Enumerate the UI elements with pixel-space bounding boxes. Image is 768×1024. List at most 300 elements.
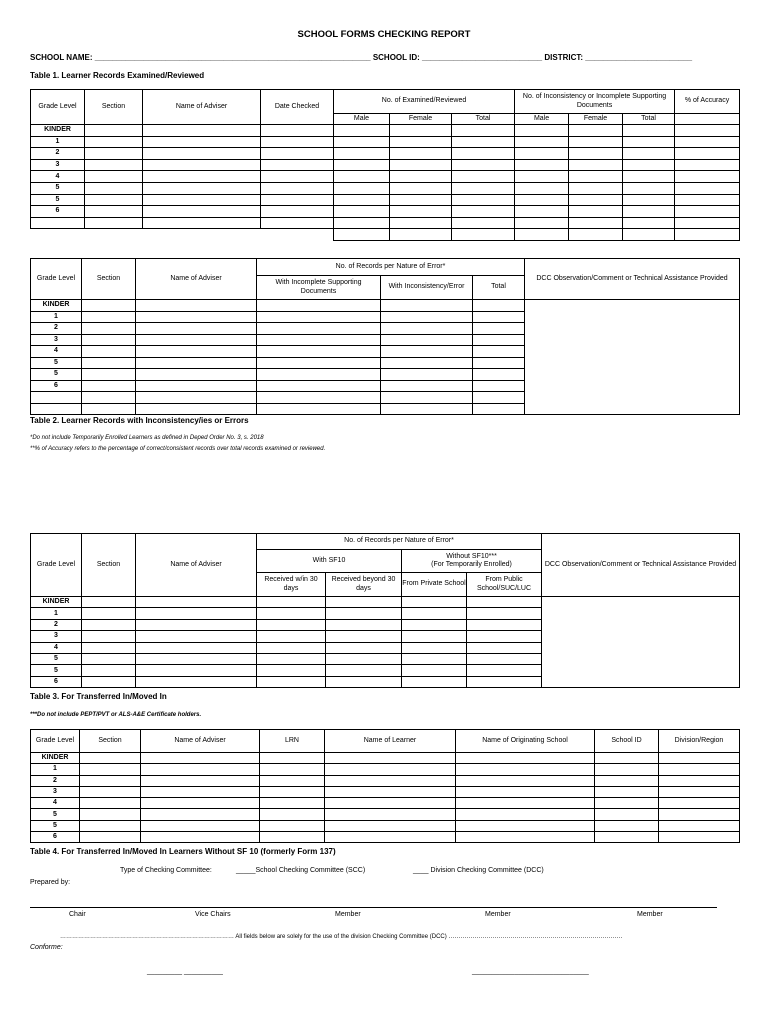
entry-cell[interactable]: [326, 642, 402, 653]
entry-cell[interactable]: [452, 136, 515, 148]
entry-cell[interactable]: [334, 125, 390, 137]
entry-cell[interactable]: [82, 357, 136, 369]
entry-cell[interactable]: [141, 832, 260, 843]
entry-cell[interactable]: [452, 217, 515, 229]
entry-cell[interactable]: [80, 775, 141, 786]
entry-cell[interactable]: [515, 229, 569, 241]
school-info-line[interactable]: SCHOOL NAME: ______________________________________________________________ SCHOOL ID: ___________________________ DISTRICT: ________________________: [30, 53, 693, 62]
entry-cell[interactable]: [257, 631, 326, 642]
entry-cell[interactable]: [82, 665, 136, 676]
entry-cell[interactable]: [80, 753, 141, 764]
entry-cell[interactable]: [569, 125, 623, 137]
entry-cell[interactable]: [390, 171, 452, 183]
entry-cell[interactable]: [260, 786, 325, 797]
entry-cell[interactable]: [82, 676, 136, 687]
entry-cell[interactable]: [31, 403, 82, 415]
entry-cell[interactable]: [402, 676, 467, 687]
entry-cell[interactable]: [334, 159, 390, 171]
dcc-comment-cell[interactable]: [542, 597, 740, 688]
entry-cell[interactable]: [473, 403, 525, 415]
entry-cell[interactable]: [473, 357, 525, 369]
entry-cell[interactable]: [467, 676, 542, 687]
entry-cell[interactable]: [452, 159, 515, 171]
entry-cell[interactable]: [82, 380, 136, 392]
conforme-signature-left[interactable]: _________ __________: [147, 968, 223, 975]
t3-h-within30: Received w/in 30 days: [257, 573, 326, 597]
entry-cell[interactable]: [623, 136, 675, 148]
entry-cell[interactable]: [257, 380, 381, 392]
t3-h-grade: Grade Level: [31, 534, 82, 597]
entry-cell[interactable]: [334, 194, 390, 206]
entry-cell[interactable]: [82, 369, 136, 381]
entry-cell[interactable]: [143, 171, 261, 183]
entry-cell[interactable]: [80, 764, 141, 775]
entry-cell[interactable]: [659, 786, 740, 797]
entry-cell[interactable]: [257, 369, 381, 381]
entry-cell[interactable]: [136, 403, 257, 415]
entry-cell[interactable]: [257, 676, 326, 687]
entry-cell[interactable]: [595, 786, 659, 797]
entry-cell[interactable]: [659, 820, 740, 831]
entry-cell[interactable]: [136, 323, 257, 335]
entry-cell[interactable]: [82, 403, 136, 415]
dcc-comment-cell[interactable]: [525, 300, 740, 415]
entry-cell[interactable]: [136, 642, 257, 653]
entry-cell[interactable]: [334, 229, 390, 241]
entry-cell[interactable]: [675, 182, 740, 194]
entry-cell[interactable]: [143, 182, 261, 194]
entry-cell[interactable]: [82, 334, 136, 346]
entry-cell[interactable]: [623, 159, 675, 171]
entry-cell[interactable]: [326, 665, 402, 676]
entry-cell[interactable]: [569, 194, 623, 206]
entry-cell[interactable]: [675, 159, 740, 171]
grade-cell: 4: [31, 642, 82, 653]
entry-cell[interactable]: [136, 653, 257, 664]
entry-cell[interactable]: [80, 820, 141, 831]
entry-cell[interactable]: [390, 194, 452, 206]
entry-cell[interactable]: [257, 619, 326, 630]
entry-cell[interactable]: [569, 217, 623, 229]
entry-cell[interactable]: [623, 217, 675, 229]
entry-cell[interactable]: [467, 631, 542, 642]
dcc-option[interactable]: ____ Division Checking Committee (DCC): [413, 867, 544, 874]
table-row: [31, 125, 740, 137]
entry-cell[interactable]: [595, 832, 659, 843]
entry-cell[interactable]: [82, 619, 136, 630]
entry-cell[interactable]: [85, 182, 143, 194]
entry-cell[interactable]: [257, 323, 381, 335]
entry-cell[interactable]: [261, 136, 334, 148]
entry-cell[interactable]: [452, 148, 515, 160]
entry-cell[interactable]: [381, 300, 473, 312]
entry-cell[interactable]: [623, 194, 675, 206]
entry-cell[interactable]: [452, 229, 515, 241]
entry-cell[interactable]: [569, 206, 623, 218]
entry-cell[interactable]: [473, 346, 525, 358]
entry-cell[interactable]: [136, 369, 257, 381]
t4-h-section: Section: [80, 730, 141, 753]
entry-cell[interactable]: [85, 194, 143, 206]
entry-cell[interactable]: [326, 619, 402, 630]
entry-cell[interactable]: [623, 171, 675, 183]
entry-cell[interactable]: [402, 608, 467, 619]
entry-cell[interactable]: [31, 392, 82, 404]
entry-cell[interactable]: [136, 619, 257, 630]
entry-cell[interactable]: [136, 631, 257, 642]
entry-cell[interactable]: [80, 798, 141, 809]
entry-cell[interactable]: [390, 159, 452, 171]
entry-cell[interactable]: [334, 136, 390, 148]
entry-cell[interactable]: [623, 148, 675, 160]
entry-cell[interactable]: [82, 608, 136, 619]
entry-cell[interactable]: [381, 380, 473, 392]
entry-cell[interactable]: [260, 775, 325, 786]
entry-cell[interactable]: [82, 300, 136, 312]
entry-cell[interactable]: [659, 809, 740, 820]
entry-cell[interactable]: [326, 653, 402, 664]
note-accuracy: **% of Accuracy refers to the percentage of correct/consistent records over total records examined or reviewed.: [30, 446, 326, 452]
entry-cell[interactable]: [456, 753, 595, 764]
grade-cell: 1: [31, 311, 82, 323]
entry-cell[interactable]: [85, 206, 143, 218]
entry-cell[interactable]: [143, 136, 261, 148]
entry-cell[interactable]: [136, 300, 257, 312]
entry-cell[interactable]: [261, 125, 334, 137]
entry-cell[interactable]: [334, 206, 390, 218]
entry-cell[interactable]: [257, 597, 326, 608]
grade-cell: 1: [31, 608, 82, 619]
signature-line[interactable]: [30, 907, 717, 908]
entry-cell[interactable]: [452, 194, 515, 206]
entry-cell[interactable]: [141, 786, 260, 797]
entry-cell[interactable]: [515, 159, 569, 171]
entry-cell[interactable]: [257, 392, 381, 404]
entry-cell[interactable]: [456, 775, 595, 786]
entry-cell[interactable]: [136, 346, 257, 358]
entry-cell[interactable]: [402, 597, 467, 608]
entry-cell[interactable]: [136, 665, 257, 676]
entry-cell[interactable]: [467, 597, 542, 608]
entry-cell[interactable]: [260, 832, 325, 843]
entry-cell[interactable]: [260, 798, 325, 809]
entry-cell[interactable]: [569, 159, 623, 171]
entry-cell[interactable]: [325, 786, 456, 797]
entry-cell[interactable]: [390, 136, 452, 148]
entry-cell[interactable]: [390, 206, 452, 218]
table2-caption: Table 2. Learner Records with Inconsistency/ies or Errors: [30, 416, 249, 425]
entry-cell[interactable]: [143, 194, 261, 206]
t2-h-dcc: DCC Observation/Comment or Technical Assistance Provided: [525, 259, 740, 300]
entry-cell[interactable]: [85, 159, 143, 171]
entry-cell[interactable]: [141, 820, 260, 831]
entry-cell[interactable]: [595, 753, 659, 764]
entry-cell[interactable]: [381, 346, 473, 358]
t1-h-blank: [675, 114, 740, 125]
entry-cell[interactable]: [136, 311, 257, 323]
entry-cell[interactable]: [473, 334, 525, 346]
entry-cell[interactable]: [569, 182, 623, 194]
grade-cell: 5: [31, 194, 85, 206]
entry-cell[interactable]: [261, 194, 334, 206]
entry-cell[interactable]: [595, 820, 659, 831]
entry-cell[interactable]: [381, 334, 473, 346]
entry-cell[interactable]: [390, 148, 452, 160]
entry-cell[interactable]: [136, 608, 257, 619]
entry-cell[interactable]: [257, 300, 381, 312]
entry-cell[interactable]: [136, 357, 257, 369]
entry-cell[interactable]: [473, 369, 525, 381]
entry-cell[interactable]: [456, 786, 595, 797]
entry-cell[interactable]: [623, 182, 675, 194]
entry-cell[interactable]: [452, 206, 515, 218]
entry-cell[interactable]: [334, 217, 390, 229]
entry-cell[interactable]: [456, 798, 595, 809]
entry-cell[interactable]: [402, 665, 467, 676]
t2-h-grade: Grade Level: [31, 259, 82, 300]
entry-cell[interactable]: [143, 217, 261, 229]
entry-cell[interactable]: [569, 148, 623, 160]
table3-transferred-in: [30, 533, 740, 688]
entry-cell[interactable]: [257, 311, 381, 323]
entry-cell[interactable]: [326, 676, 402, 687]
entry-cell[interactable]: [85, 171, 143, 183]
grade-cell: 5: [31, 653, 82, 664]
entry-cell[interactable]: [82, 392, 136, 404]
entry-cell[interactable]: [595, 764, 659, 775]
entry-cell[interactable]: [402, 653, 467, 664]
entry-cell[interactable]: [473, 323, 525, 335]
entry-cell[interactable]: [260, 820, 325, 831]
entry-cell[interactable]: [326, 608, 402, 619]
entry-cell[interactable]: [675, 206, 740, 218]
entry-cell[interactable]: [402, 642, 467, 653]
entry-cell[interactable]: [381, 369, 473, 381]
entry-cell[interactable]: [467, 665, 542, 676]
entry-cell[interactable]: [260, 764, 325, 775]
entry-cell[interactable]: [82, 653, 136, 664]
entry-cell[interactable]: [623, 125, 675, 137]
entry-cell[interactable]: [136, 380, 257, 392]
entry-cell[interactable]: [675, 229, 740, 241]
entry-cell[interactable]: [85, 148, 143, 160]
entry-cell[interactable]: [473, 380, 525, 392]
entry-cell[interactable]: [515, 171, 569, 183]
grade-cell: 5: [31, 665, 82, 676]
entry-cell[interactable]: [456, 809, 595, 820]
entry-cell[interactable]: [261, 182, 334, 194]
entry-cell[interactable]: [82, 631, 136, 642]
entry-cell[interactable]: [85, 217, 143, 229]
t3-h-adviser: Name of Adviser: [136, 534, 257, 597]
entry-cell[interactable]: [257, 642, 326, 653]
entry-cell[interactable]: [82, 346, 136, 358]
entry-cell[interactable]: [675, 194, 740, 206]
t2-h-section: Section: [82, 259, 136, 300]
scc-option[interactable]: _____School Checking Committee (SCC): [236, 867, 366, 874]
entry-cell[interactable]: [467, 619, 542, 630]
entry-cell[interactable]: [659, 753, 740, 764]
entry-cell[interactable]: [659, 798, 740, 809]
entry-cell[interactable]: [31, 217, 85, 229]
table-row: [31, 832, 740, 843]
entry-cell[interactable]: [402, 631, 467, 642]
entry-cell[interactable]: [390, 229, 452, 241]
entry-cell[interactable]: [257, 403, 381, 415]
t1-h-grade: Grade Level: [31, 90, 85, 125]
entry-cell[interactable]: [261, 171, 334, 183]
entry-cell[interactable]: [659, 775, 740, 786]
entry-cell[interactable]: [325, 809, 456, 820]
entry-cell[interactable]: [515, 206, 569, 218]
entry-cell[interactable]: [381, 357, 473, 369]
entry-cell[interactable]: [257, 653, 326, 664]
entry-cell[interactable]: [82, 323, 136, 335]
entry-cell[interactable]: [82, 311, 136, 323]
entry-cell[interactable]: [260, 753, 325, 764]
table-row: [31, 194, 740, 206]
entry-cell[interactable]: [515, 182, 569, 194]
entry-cell[interactable]: [456, 832, 595, 843]
entry-cell[interactable]: [595, 775, 659, 786]
empty-space: [261, 229, 334, 241]
table2-records-with-errors: [30, 258, 740, 415]
entry-cell[interactable]: [515, 217, 569, 229]
entry-cell[interactable]: [143, 148, 261, 160]
entry-cell[interactable]: [143, 206, 261, 218]
t3-h-public: From Public School/SUC/LUC: [467, 573, 542, 597]
grade-cell: 6: [31, 676, 82, 687]
entry-cell[interactable]: [569, 229, 623, 241]
entry-cell[interactable]: [381, 392, 473, 404]
entry-cell[interactable]: [473, 392, 525, 404]
entry-cell[interactable]: [467, 642, 542, 653]
t1-h-date: Date Checked: [261, 90, 334, 125]
entry-cell[interactable]: [473, 300, 525, 312]
entry-cell[interactable]: [467, 608, 542, 619]
entry-cell[interactable]: [136, 392, 257, 404]
entry-cell[interactable]: [257, 665, 326, 676]
entry-cell[interactable]: [261, 206, 334, 218]
entry-cell[interactable]: [261, 217, 334, 229]
entry-cell[interactable]: [623, 206, 675, 218]
entry-cell[interactable]: [80, 786, 141, 797]
table-row: [31, 764, 740, 775]
entry-cell[interactable]: [136, 597, 257, 608]
entry-cell[interactable]: [325, 798, 456, 809]
page-title: SCHOOL FORMS CHECKING REPORT: [297, 29, 471, 40]
entry-cell[interactable]: [136, 334, 257, 346]
entry-cell[interactable]: [143, 159, 261, 171]
entry-cell[interactable]: [402, 619, 467, 630]
entry-cell[interactable]: [143, 125, 261, 137]
entry-cell[interactable]: [390, 125, 452, 137]
entry-cell[interactable]: [381, 311, 473, 323]
entry-cell[interactable]: [456, 764, 595, 775]
entry-cell[interactable]: [623, 229, 675, 241]
entry-cell[interactable]: [260, 809, 325, 820]
entry-cell[interactable]: [136, 676, 257, 687]
entry-cell[interactable]: [515, 194, 569, 206]
t1-h-accuracy: % of Accuracy: [675, 90, 740, 114]
entry-cell[interactable]: [141, 798, 260, 809]
entry-cell[interactable]: [257, 608, 326, 619]
entry-cell[interactable]: [326, 631, 402, 642]
entry-cell[interactable]: [141, 753, 260, 764]
t4-h-lrn: LRN: [260, 730, 325, 753]
entry-cell[interactable]: [390, 217, 452, 229]
entry-cell[interactable]: [452, 171, 515, 183]
conforme-signature-right[interactable]: ______________________________: [472, 968, 589, 975]
entry-cell[interactable]: [675, 136, 740, 148]
entry-cell[interactable]: [257, 357, 381, 369]
entry-cell[interactable]: [456, 820, 595, 831]
entry-cell[interactable]: [80, 809, 141, 820]
entry-cell[interactable]: [80, 832, 141, 843]
entry-cell[interactable]: [473, 311, 525, 323]
entry-cell[interactable]: [569, 136, 623, 148]
entry-cell[interactable]: [325, 820, 456, 831]
entry-cell[interactable]: [334, 171, 390, 183]
entry-cell[interactable]: [390, 182, 452, 194]
entry-cell[interactable]: [595, 798, 659, 809]
entry-cell[interactable]: [82, 642, 136, 653]
entry-cell[interactable]: [675, 125, 740, 137]
entry-cell[interactable]: [325, 753, 456, 764]
entry-cell[interactable]: [141, 764, 260, 775]
entry-cell[interactable]: [85, 136, 143, 148]
entry-cell[interactable]: [82, 597, 136, 608]
empty-space: [143, 229, 261, 241]
entry-cell[interactable]: [141, 775, 260, 786]
entry-cell[interactable]: [452, 125, 515, 137]
entry-cell[interactable]: [675, 148, 740, 160]
entry-cell[interactable]: [334, 182, 390, 194]
entry-cell[interactable]: [141, 809, 260, 820]
t1-h-examined: No. of Examined/Reviewed: [334, 90, 515, 114]
entry-cell[interactable]: [675, 171, 740, 183]
entry-cell[interactable]: [261, 148, 334, 160]
grade-cell: 2: [31, 775, 80, 786]
entry-cell[interactable]: [569, 171, 623, 183]
entry-cell[interactable]: [334, 148, 390, 160]
t3-h-without-sf10-label: Without SF10***: [446, 552, 497, 560]
entry-cell[interactable]: [325, 764, 456, 775]
entry-cell[interactable]: [515, 125, 569, 137]
entry-cell[interactable]: [595, 809, 659, 820]
entry-cell[interactable]: [85, 125, 143, 137]
entry-cell[interactable]: [515, 148, 569, 160]
entry-cell[interactable]: [257, 334, 381, 346]
entry-cell[interactable]: [325, 832, 456, 843]
entry-cell[interactable]: [381, 323, 473, 335]
entry-cell[interactable]: [381, 403, 473, 415]
entry-cell[interactable]: [659, 832, 740, 843]
entry-cell[interactable]: [261, 159, 334, 171]
entry-cell[interactable]: [452, 182, 515, 194]
t1-h-inconsistency: No. of Inconsistency or Incomplete Supporting Documents: [515, 90, 675, 114]
entry-cell[interactable]: [467, 653, 542, 664]
entry-cell[interactable]: [515, 136, 569, 148]
entry-cell[interactable]: [325, 775, 456, 786]
entry-cell[interactable]: [326, 597, 402, 608]
table1-learner-records-examined: [30, 89, 740, 241]
entry-cell[interactable]: [659, 764, 740, 775]
committee-type-label: Type of Checking Committee:: [120, 867, 212, 874]
entry-cell[interactable]: [257, 346, 381, 358]
t1-h-adviser: Name of Adviser: [143, 90, 261, 125]
entry-cell[interactable]: [675, 217, 740, 229]
